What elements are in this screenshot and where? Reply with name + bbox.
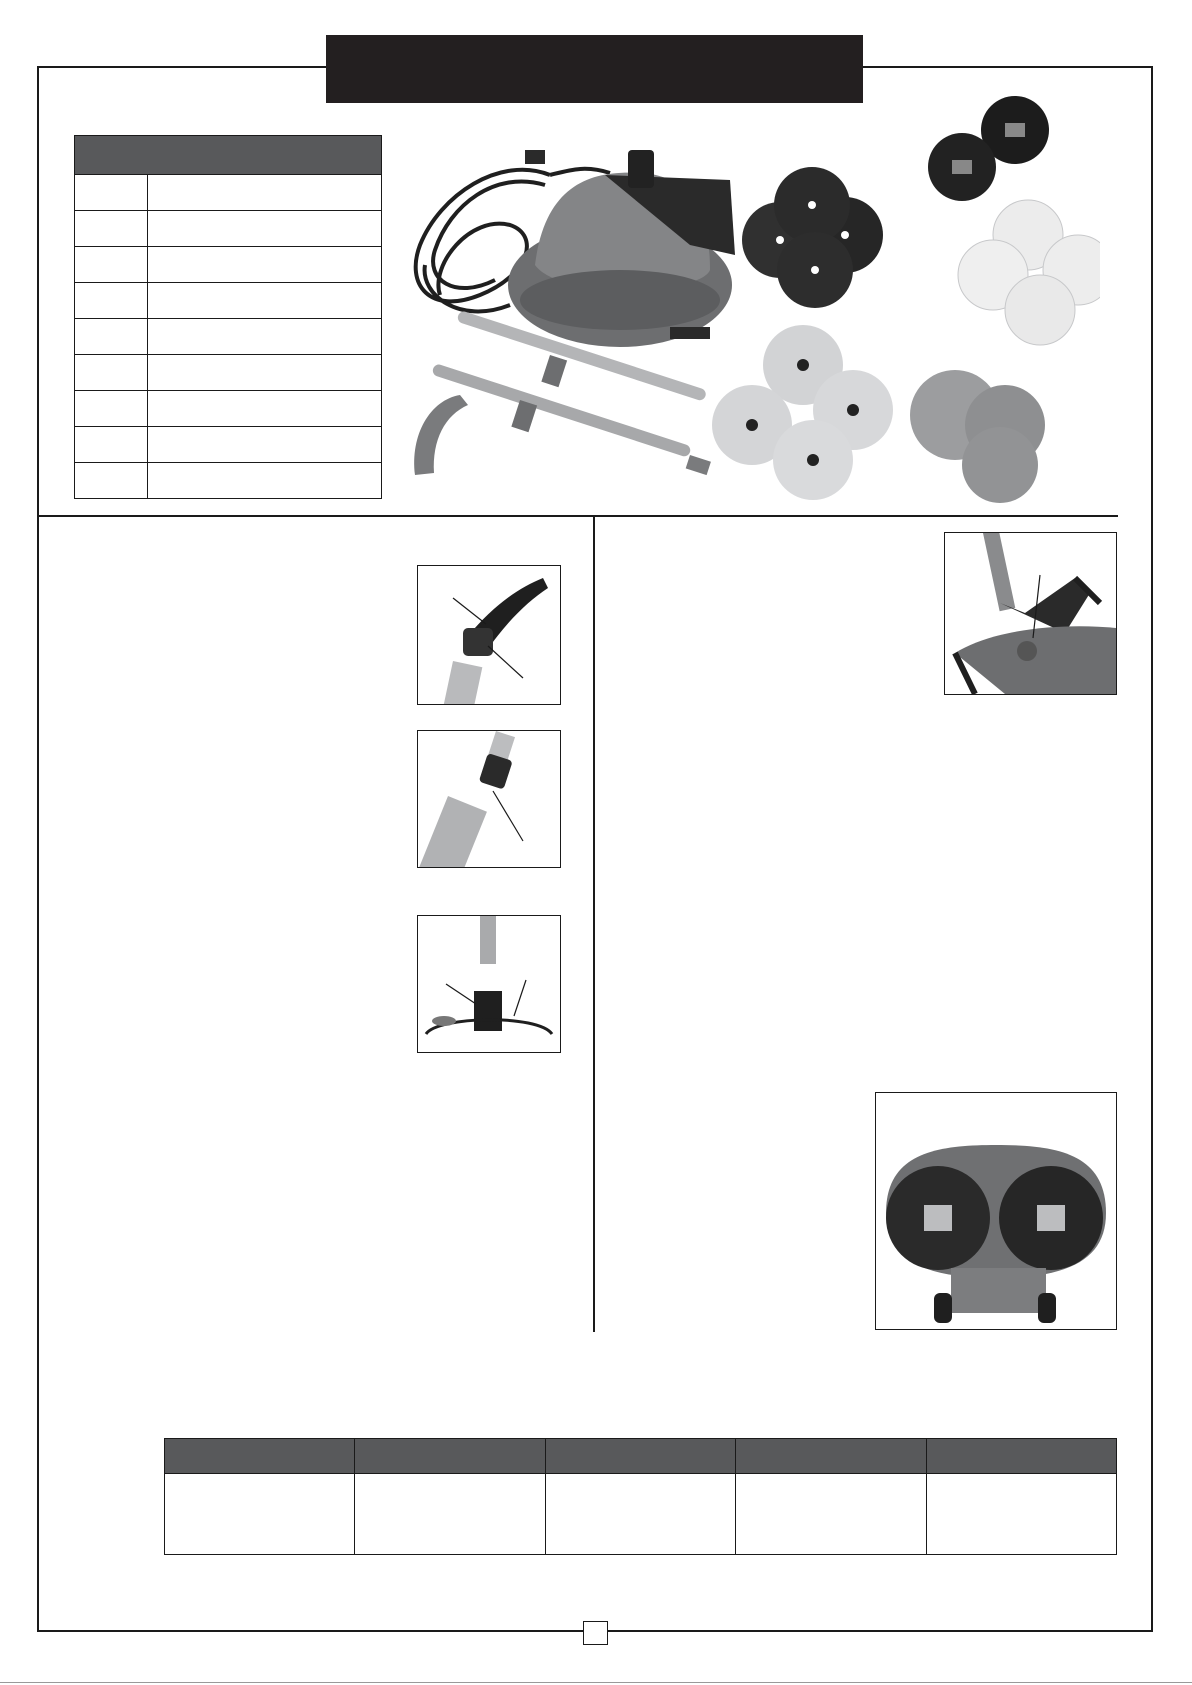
spec-table xyxy=(164,1438,1117,1555)
plug-image xyxy=(525,150,545,164)
spec-header xyxy=(926,1439,1116,1474)
part-description xyxy=(148,319,382,355)
figure-tube-connection xyxy=(417,730,561,868)
section-divider-horizontal xyxy=(37,515,1118,517)
page-title-bar xyxy=(326,35,863,103)
part-description xyxy=(148,175,382,211)
figure-machine-underside xyxy=(875,1092,1117,1330)
polishing-pads-image xyxy=(712,325,893,500)
microfiber-pads-image xyxy=(958,200,1100,345)
figure-handle-grip xyxy=(417,565,561,705)
part-number xyxy=(75,391,148,427)
scrubbing-pads-image xyxy=(742,167,883,308)
table-row xyxy=(75,175,382,211)
spec-value xyxy=(736,1474,926,1555)
table-row xyxy=(75,391,382,427)
part-number xyxy=(75,463,148,499)
part-description xyxy=(148,247,382,283)
part-number xyxy=(75,211,148,247)
spec-value xyxy=(355,1474,545,1555)
spec-value xyxy=(165,1474,355,1555)
part-number xyxy=(75,355,148,391)
handle-grip-image xyxy=(414,395,468,475)
table-row xyxy=(75,211,382,247)
table-row xyxy=(75,463,382,499)
part-description xyxy=(148,391,382,427)
part-description xyxy=(148,355,382,391)
spec-header xyxy=(545,1439,735,1474)
part-number xyxy=(75,427,148,463)
table-row xyxy=(165,1474,1117,1555)
part-description xyxy=(148,283,382,319)
table-row xyxy=(75,355,382,391)
spec-header xyxy=(355,1439,545,1474)
section-divider-vertical xyxy=(593,517,595,1332)
table-row xyxy=(75,319,382,355)
page-number-box xyxy=(583,1621,608,1645)
product-parts-illustration xyxy=(400,95,1100,505)
figure-handle-bracket xyxy=(944,532,1117,695)
table-row xyxy=(75,283,382,319)
spec-value xyxy=(926,1474,1116,1555)
part-number xyxy=(75,319,148,355)
spec-header xyxy=(736,1439,926,1474)
parts-table xyxy=(74,135,382,499)
felt-pads-image xyxy=(910,370,1045,503)
floor-machine-image xyxy=(508,150,735,347)
spec-header xyxy=(165,1439,355,1474)
part-description xyxy=(148,211,382,247)
parts-table-header xyxy=(75,136,382,175)
table-row xyxy=(75,247,382,283)
brushes-image xyxy=(928,96,1049,201)
part-description xyxy=(148,463,382,499)
table-row xyxy=(75,427,382,463)
parts-table-header-row xyxy=(75,136,382,175)
part-number xyxy=(75,175,148,211)
part-number xyxy=(75,247,148,283)
spec-value xyxy=(545,1474,735,1555)
spec-table-header-row xyxy=(165,1439,1117,1474)
figure-handle-socket xyxy=(417,915,561,1053)
part-description xyxy=(148,427,382,463)
part-number xyxy=(75,283,148,319)
bottom-rule xyxy=(0,1682,1192,1683)
